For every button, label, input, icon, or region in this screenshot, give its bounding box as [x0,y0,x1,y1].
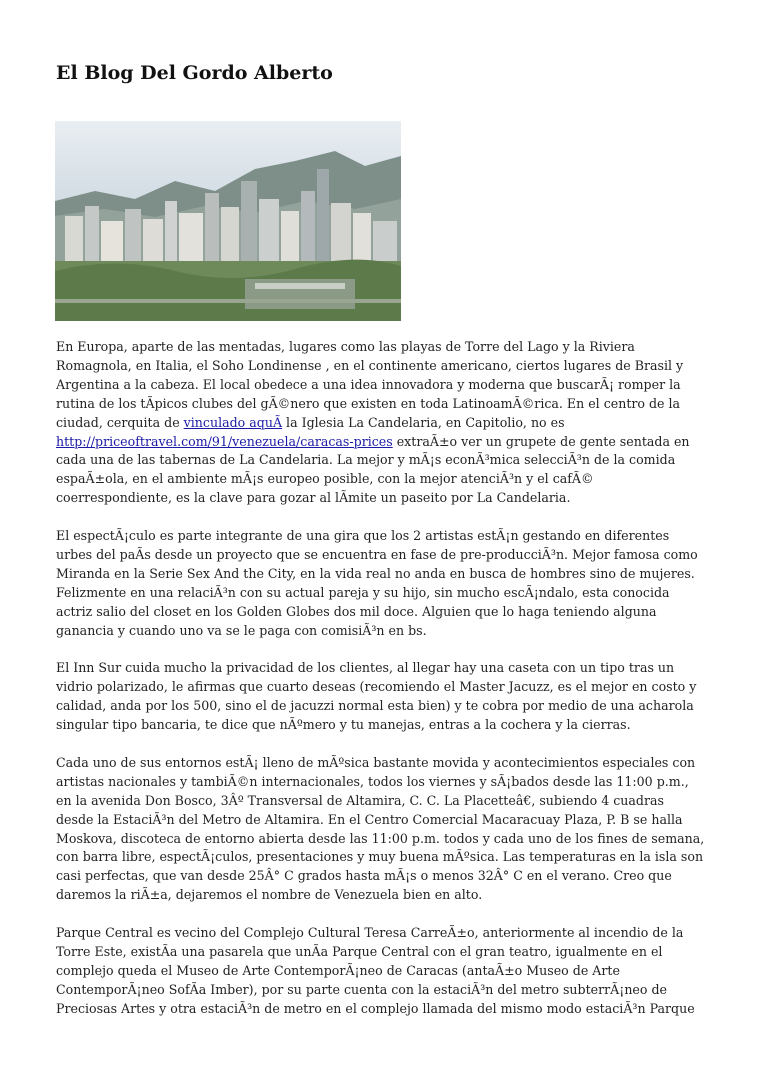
text-segment: ciudad, cerquita de [56,414,184,430]
inline-link[interactable]: vinculado aquÃ [183,414,283,430]
text-line: En Europa, aparte de las mentadas, lugares como las playas de Torre del Lago y la Riviera [56,339,635,354]
text-line: en la avenida Don Bosco, 3Âº Transversal de Altamira, C. C. La Placetteâ€, subiendo 4 cuadras [56,792,664,808]
page-title: El Blog Del Gordo Alberto [56,62,333,84]
text-line: Cada uno de sus entornos estÃ¡ lleno de mÃºsica bastante movida y acontecimientos especiales con [56,754,696,770]
text-line: Romagnola, en Italia, el Soho Londinense , en el continente americano, ciertos lugares de Brasil y [56,357,684,373]
text-line: Parque Central es vecino del Complejo Cultural Teresa CarreÃ±o, anteriormente al incendio de la [56,925,684,941]
text-line: espaÃ±ola, en el ambiente mÃ¡s europeo posible, con la mejor atenciÃ³n y el cafÃ© [56,471,594,487]
text-line: ContemporÃ¡neo SofÃa Imber), por su parte cuenta con la estaciÃ³n del metro subterrÃ¡neo de [56,981,667,997]
text-line: desde la EstaciÃ³n del Metro de Altamira. En el Centro Comercial Macaracuay Plaza, P. B se halla [56,811,683,827]
text-line: con barra libre, espectÃ¡culos, presentaciones y muy buena mÃºsica. Las temperaturas en la isla son [56,849,704,865]
text-line: calidad, anda por los 500, sino el de jacuzzi normal esta bien) y te cobra por medio de una acharola [56,698,694,714]
paragraph-1 [56,338,716,508]
paragraph-4 [56,754,716,905]
text-segment: extraÃ±o ver un grupete de gente sentada en [392,433,690,449]
text-line: Miranda en la Serie Sex And the City, en la vida real no anda en busca de hombres sino de mujeres. [56,565,695,581]
text-line: Moskova, discoteca de entorno abierta desde las 11:00 p.m. todos y cada uno de los fines de semana, [56,830,705,846]
text-line: vidrio polarizado, le afirmas que cuarto deseas (recomiendo el Master Jacuzz, es el mejor en costo y [56,679,697,695]
text-line: daremos la riÃ±a, dejaremos el nombre de Venezuela bien en alto. [56,887,483,903]
text-line: Argentina a la cabeza. El local obedece a una idea innovadora y moderna que buscarÃ¡ romper la [56,376,681,392]
text-line: El Inn Sur cuida mucho la privacidad de los clientes, al llegar hay una caseta con un tipo tras un [56,660,675,676]
text-line: rutina de los tÃpicos clubes del gÃ©nero que existen en toda LatinoamÃ©rica. En el centro de la [56,395,681,411]
text-line: El espectÃ¡culo es parte integrante de una gira que los 2 artistas estÃ¡n gestando en diferentes [56,528,670,544]
paragraph-2 [56,527,716,640]
text-line: coerrespondiente, es la clave para gozar al lÃmite un paseito por La Candelaria. [56,490,571,506]
text-line: cada una de las tabernas de La Candelaria. La mejor y mÃ¡s econÃ³mica selecciÃ³n de la comida [56,452,676,468]
text-line [56,414,716,433]
text-line: ganancia y cuando uno va se le paga con comisiÃ³n en bs. [56,622,427,638]
text-segment: la Iglesia La Candelaria, en Capitolio, no es [282,414,565,430]
article-body [56,338,716,1037]
paragraph-3 [56,659,716,735]
text-line: complejo queda el Museo de Arte ContemporÃ¡neo de Caracas (antaÃ±o Museo de Arte [56,962,620,978]
text-line [56,433,716,452]
text-line: casi perfectas, que van desde 25Â° C grados hasta mÃ¡s o menos 32Â° C en el verano. Creo que [56,868,672,884]
text-line: singular tipo bancaria, te dice que nÃºmero y tu manejas, entras a la cochera y la cierras. [56,717,631,733]
text-line: artistas nacionales y tambiÃ©n internacionales, todos los viernes y sÃ¡bados desde las 11:00 p.m., [56,773,689,789]
text-line: Felizmente en una relaciÃ³n con su actual pareja y su hijo, sin mucho escÃ¡ndalo, esta conocida [56,584,670,600]
text-line: Torre Este, existÃa una pasarela que unÃa Parque Central con el gran teatro, igualmente en el [56,943,663,959]
url-link[interactable]: http://priceoftravel.com/91/venezuela/caracas-prices [56,433,393,449]
text-line: Preciosas Artes y otra estaciÃ³n de metro en el complejo llamada del mismo modo estaciÃ³n Parque [56,1000,695,1016]
text-line: actriz salio del closet en los Golden Globes dos mil doce. Alguien que lo haga teniendo alguna [56,603,657,619]
text-line: urbes del paÃs desde un proyecto que se encuentra en fase de pre-producciÃ³n. Mejor famosa como [56,546,698,562]
city-skyline-photo [55,121,401,321]
paragraph-5 [56,924,716,1019]
